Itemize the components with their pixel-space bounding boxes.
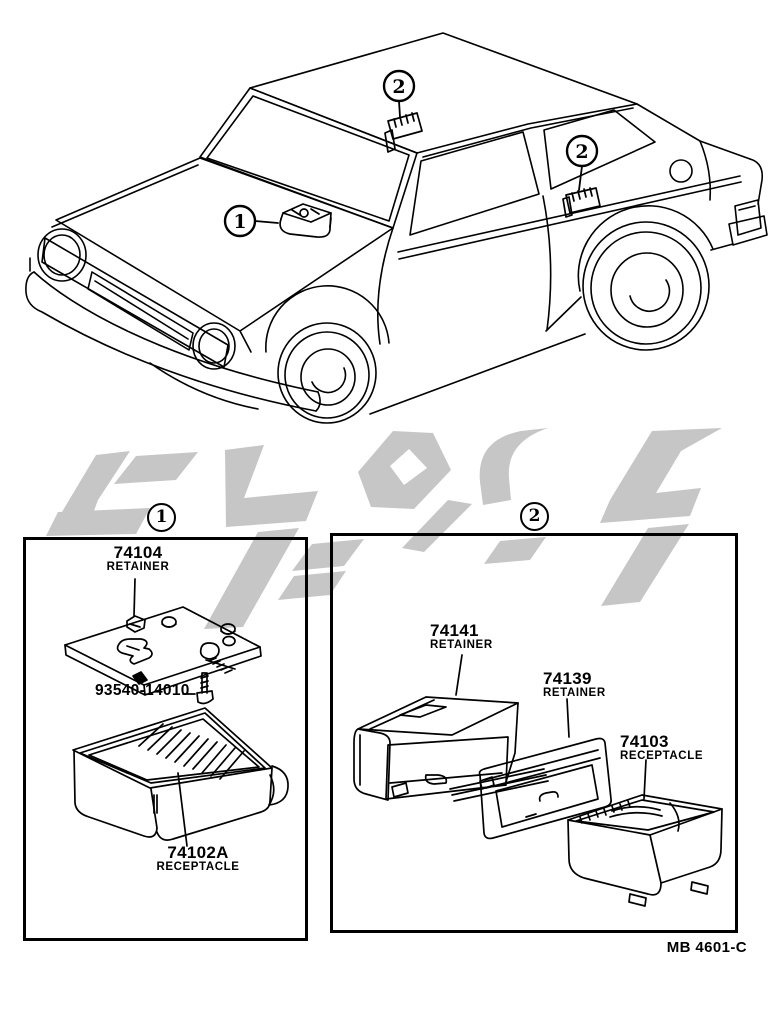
car-illustration [0,0,776,452]
part-name: RECEPTACLE [620,750,704,763]
detail-box-1-drawing [23,537,308,941]
part-name: RETAINER [543,687,606,700]
part-label-74139 [543,670,606,700]
part-number: 74103 [620,732,669,751]
car-callout-1-number: 1 [233,211,247,233]
section-1-callout-badge [147,503,176,532]
car-callout-2-top-number: 2 [392,76,406,98]
part-name: RECEPTACLE [156,861,240,874]
part-label-74104 [98,544,178,574]
part-label-93540-14010 [95,683,190,699]
part-name: RETAINER [430,639,493,652]
section-2-callout-number: 2 [528,506,541,526]
part-label-74141 [430,622,493,652]
section-2-callout-badge [520,502,549,531]
part-number: 74141 [430,621,479,640]
part-label-74103 [620,733,703,763]
part-number: 93540-14010 [95,682,190,699]
section-1-callout-number: 1 [155,507,168,527]
car-part-rear-quarter-ashtray [563,188,600,217]
part-number: 74139 [543,669,592,688]
part-number: 74104 [113,543,163,562]
figure-code: MB 4601-C [666,939,747,956]
part-label-74102A [148,844,248,874]
car-part-instrument-panel-ashtray [280,204,331,237]
car-callout-2-rear-number: 2 [575,141,589,163]
part-number: 74102A [167,843,229,862]
part-name: RETAINER [106,561,170,574]
car-part-roof-header-ashtray [385,113,422,152]
